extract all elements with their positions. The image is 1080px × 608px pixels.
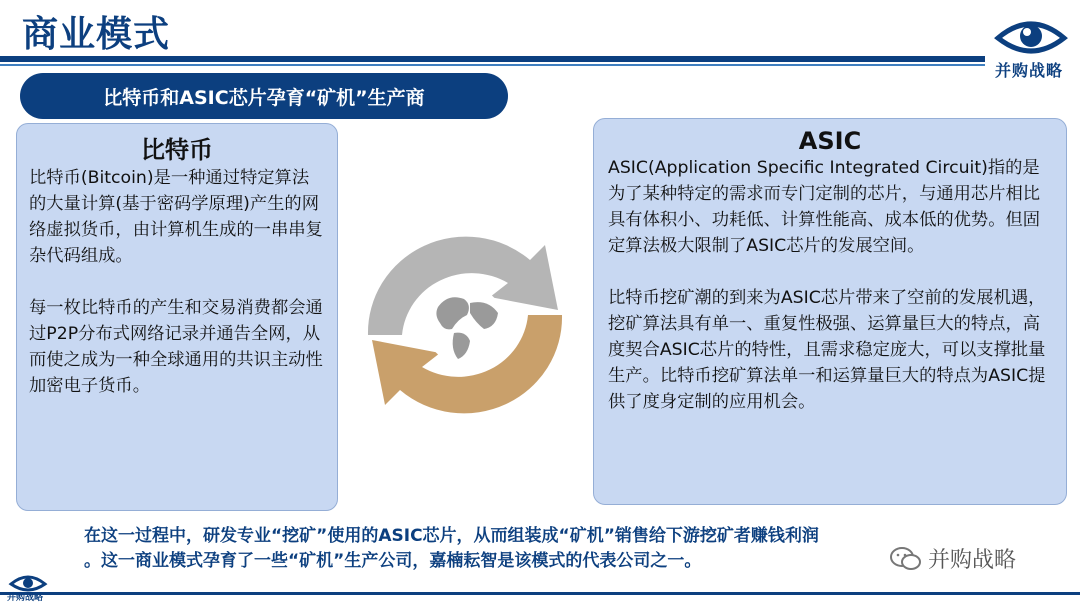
- wechat-watermark: [890, 543, 1016, 574]
- summary-text: [84, 524, 1017, 574]
- small-logo-text: 并购战略: [7, 593, 44, 603]
- asic-heading: ASIC: [798, 127, 862, 155]
- globe-icon: [425, 285, 505, 365]
- watermark-text: 并购战略: [928, 548, 1017, 573]
- cycle-diagram: [350, 215, 580, 435]
- section-banner: 比特币和ASIC芯片孕育“矿机”生产商: [20, 73, 508, 119]
- bitcoin-paragraph-1: 比特币(Bitcoin)是一种通过特定算法的大量计算(基于密码学原理)产生的网络虚拟货币，由计算机生成的一串串复杂代码组成。: [29, 168, 323, 266]
- asic-paragraph-1: ASIC(Application Specific Integrated Circuit)指的是为了某种特定的需求而专门定制的芯片，与通用芯片相比具有体积小、功耗低、计算性能高、成本低的优势。但固定算法极大限制了ASIC芯片的发展空间。: [608, 158, 1041, 256]
- bitcoin-heading: 比特币: [141, 136, 213, 164]
- title-underline: [0, 56, 985, 62]
- bitcoin-card: [16, 123, 338, 511]
- bitcoin-paragraph-2: 每一枚比特币的产生和交易消费都会通过P2P分布式网络记录并通告全网，从而使之成为一种全球通用的共识主动性加密电子货币。: [29, 298, 323, 396]
- summary-line-1: 在这一过程中，研发专业“挖矿”使用的ASIC芯片，从而组装成“矿机”销售给下游挖矿者赚钱利润: [84, 526, 819, 546]
- slide-title: 商业模式: [22, 14, 171, 55]
- wechat-icon: [890, 546, 922, 572]
- title-underline-thin: [0, 64, 985, 66]
- asic-card: [593, 118, 1067, 505]
- logo-text: 并购战略: [995, 61, 1064, 80]
- summary-line-2: 。这一商业模式孕育了一些“矿机”生产公司，嘉楠耘智是该模式的代表公司之一。: [84, 551, 702, 571]
- asic-paragraph-2: 比特币挖矿潮的到来为ASIC芯片带来了空前的发展机遇，挖矿算法具有单一、重复性极强、运算量巨大的特点，高度契合ASIC芯片的特性，且需求稳定庞大，可以支撑批量生产。比特币挖矿算法单一和运算量巨大的特点为ASIC提供了度身定制的应用机会。: [608, 288, 1046, 412]
- bottom-bar: [0, 592, 1080, 595]
